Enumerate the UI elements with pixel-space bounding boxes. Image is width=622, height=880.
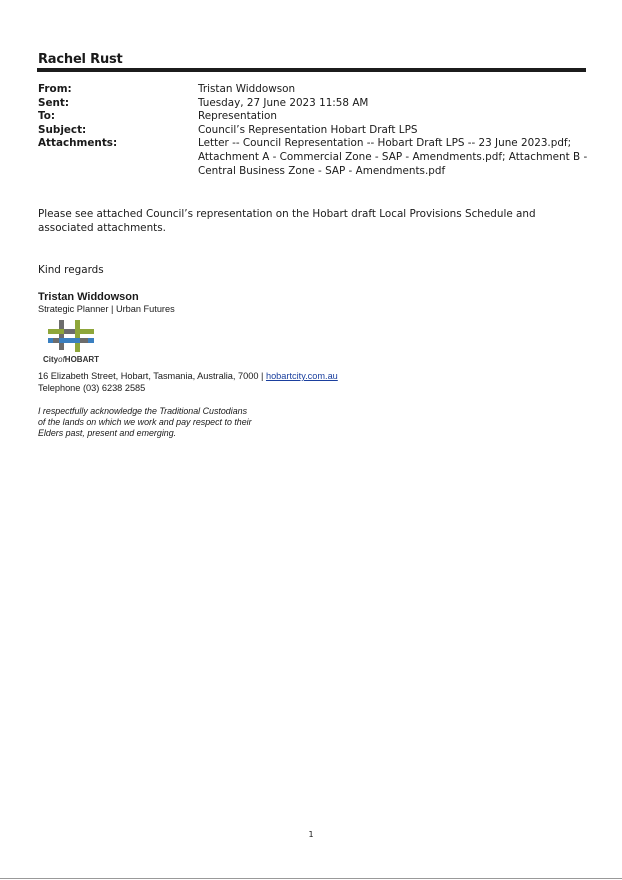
signature-name: Tristan Widdowson — [38, 291, 139, 303]
logo-wordmark — [43, 355, 99, 364]
logo-hobart-text: HOBART — [64, 355, 100, 364]
ack-line-2: of the lands on which we work and pay respect to their — [38, 417, 252, 427]
header-from-row — [38, 83, 588, 97]
header-sent-label: Sent: — [38, 96, 70, 109]
website-link[interactable]: hobartcity.com.au — [265, 371, 338, 381]
header-attachments-value: Letter -- Council Representation -- Hobart Draft LPS -- 23 June 2023.pdf; Attachment A - Commercial Zone - SAP - Amendments.pdf; Attachment B - Central Business Zone - SAP - Amendments.pdf — [198, 137, 588, 177]
document-owner-name: Rachel Rust — [38, 52, 123, 67]
header-subject-row — [38, 124, 588, 138]
city-of-hobart-logo — [43, 318, 117, 368]
telephone-line: Telephone (03) 6238 2585 — [38, 382, 146, 393]
header-attachments-label: Attachments: — [38, 137, 118, 150]
signature-block — [38, 291, 175, 315]
header-attachments-row — [38, 137, 588, 178]
page-number: 1 — [308, 830, 314, 839]
body-paragraph: Please see attached Council’s representation on the Hobart draft Local Provisions Schedule and associated attachments. — [38, 208, 536, 234]
acknowledgement-of-country — [38, 406, 278, 439]
header-sent-row — [38, 97, 588, 111]
header-subject-value: Council’s Representation Hobart Draft LPS — [198, 123, 418, 136]
address-line — [38, 371, 338, 383]
header-rule — [37, 68, 586, 72]
email-headers — [38, 83, 588, 178]
ack-line-3: Elders past, present and emerging. — [38, 428, 177, 438]
page-bottom-edge — [0, 878, 622, 879]
address-text: 16 Elizabeth Street, Hobart, Tasmania, Australia, 7000 | — [38, 371, 266, 381]
header-to-value: Representation — [198, 110, 277, 123]
hobart-logo-icon — [43, 318, 117, 354]
header-sent-value: Tuesday, 27 June 2023 11:58 AM — [198, 96, 369, 109]
header-to-label: To: — [38, 110, 56, 123]
ack-line-1: I respectfully acknowledge the Traditional Custodians — [38, 406, 248, 416]
header-from-label: From: — [38, 83, 72, 95]
logo-city-text: City — [43, 355, 59, 364]
closing-text: Kind regards — [38, 264, 104, 276]
header-from-value: Tristan Widdowson — [198, 83, 296, 95]
header-subject-label: Subject: — [38, 123, 87, 136]
signature-contact — [38, 371, 338, 394]
logo-of-text: of — [58, 355, 65, 364]
signature-role: Strategic Planner | Urban Futures — [38, 304, 175, 314]
header-to-row — [38, 110, 588, 124]
